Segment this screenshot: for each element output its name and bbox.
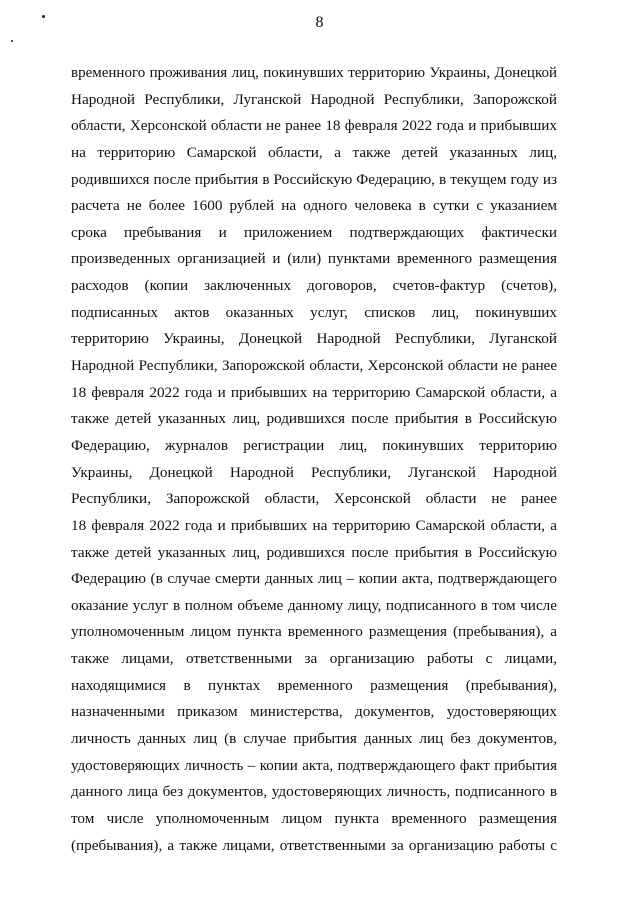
text-line: Федерацию, журналов регистрации лиц, покинувших территорию xyxy=(71,436,557,454)
text-line: подписанных актов оказанных услуг, списков лиц, покинувших xyxy=(71,303,557,321)
text-line: 18 февраля 2022 года и прибывших на территорию Самарской области, а xyxy=(71,516,557,534)
text-line: также детей указанных лиц, родившихся после прибытия в Российскую xyxy=(71,543,557,561)
text-line: уполномоченным лицом пункта временного размещения (пребывания), а xyxy=(71,623,557,641)
text-line: оказание услуг в полном объеме данному лицу, подписанного в том числе xyxy=(71,596,557,614)
text-line: территорию Украины, Донецкой Народной Республики, Луганской xyxy=(71,330,557,348)
text-line: также лицами, ответственными за организацию работы с лицами, xyxy=(71,650,557,668)
text-line: назначенными приказом министерства, документов, удостоверяющих xyxy=(71,703,557,721)
text-line: родившихся после прибытия в Российскую Федерацию, в текущем году из xyxy=(71,170,557,188)
text-line: удостоверяющих личность – копии акта, подтверждающего факт прибытия xyxy=(71,757,557,774)
text-line: временного проживания лиц, покинувших территорию Украины, Донецкой xyxy=(71,65,557,81)
text-line: данного лица без документов, удостоверяющих личность, подписанного в xyxy=(71,783,557,801)
text-line: находящимися в пунктах временного размещения (пребывания), xyxy=(71,676,557,694)
text-line: произведенных организацией и (или) пунктами временного размещения xyxy=(71,250,557,268)
text-line: личность данных лиц (в случае прибытия данных лиц без документов, xyxy=(71,730,557,748)
text-line: Федерацию (в случае смерти данных лиц – копии акта, подтверждающего xyxy=(71,570,557,588)
body-text xyxy=(71,60,557,859)
text-line: Украины, Донецкой Народной Республики, Луганской Народной xyxy=(71,463,557,481)
text-line: расходов (копии заключенных договоров, счетов-фактур (счетов), xyxy=(71,277,557,295)
text-line: Народной Республики, Запорожской области, Херсонской области не ранее xyxy=(71,358,557,375)
text-line: расчета не более 1600 рублей на одного человека в сутки с указанием xyxy=(71,197,557,215)
text-line: также детей указанных лиц, родившихся после прибытия в Российскую xyxy=(71,410,557,428)
text-line: Народной Республики, Луганской Народной Республики, Запорожской xyxy=(71,90,557,108)
text-line: на территорию Самарской области, а также детей указанных лиц, xyxy=(71,143,557,161)
scan-speck xyxy=(11,40,13,42)
text-line: области, Херсонской области не ранее 18 февраля 2022 года и прибывших xyxy=(71,117,557,135)
text-line: (пребывания), а также лицами, ответственными за организацию работы с xyxy=(71,836,557,854)
text-line: срока пребывания и приложением подтверждающих фактически xyxy=(71,223,557,241)
text-line: Республики, Запорожской области, Херсонской области не ранее xyxy=(71,490,557,508)
text-line: том числе уполномоченным лицом пункта временного размещения xyxy=(71,809,557,827)
page-number: 8 xyxy=(315,14,324,31)
text-line: 18 февраля 2022 года и прибывших на территорию Самарской области, а xyxy=(71,383,557,401)
scan-speck xyxy=(42,15,45,18)
